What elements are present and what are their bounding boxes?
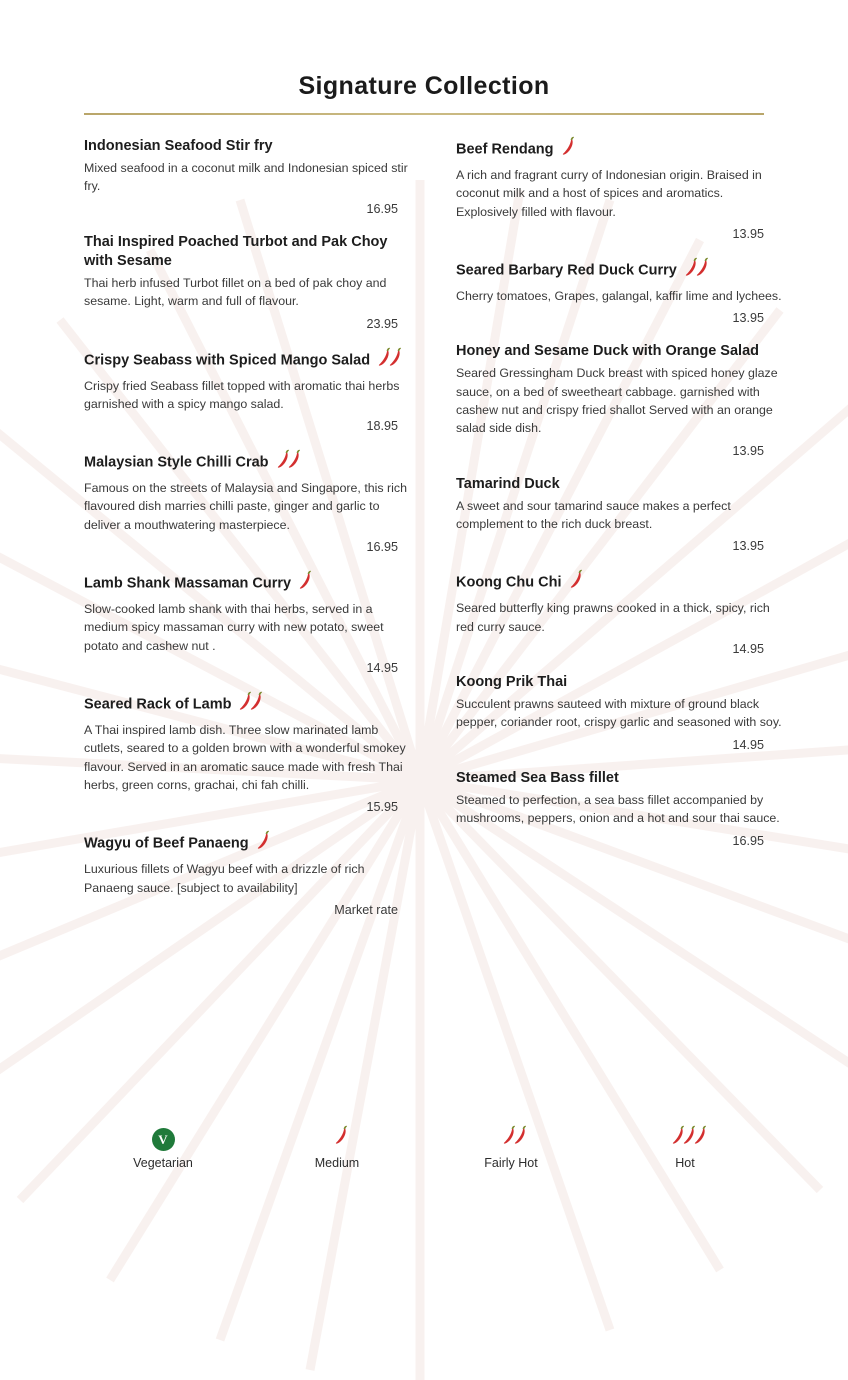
chilli-icon <box>281 1121 393 1151</box>
page-title: Signature Collection <box>298 72 550 100</box>
menu-item <box>456 475 786 554</box>
menu-item-name <box>84 348 414 374</box>
menu-item-description: Cherry tomatoes, Grapes, galangal, kaffir lime and lychees. <box>456 288 782 303</box>
menu-item-description: Seared Gressingham Duck breast with spiced honey glaze sauce, on a bed of sweetheart cabbage. garnished with cashew nut and crispy fried shallot Served with an orange salad side dish. <box>456 366 778 436</box>
menu-item-price: 13.95 <box>732 311 764 326</box>
menu-item-name-text: Wagyu of Beef Panaeng <box>84 835 249 852</box>
chilli-icon-group <box>671 1125 707 1150</box>
menu-item <box>456 342 786 458</box>
chilli-icon <box>334 1125 348 1145</box>
menu-item-name-text: Indonesian Seafood Stir fry <box>84 138 273 154</box>
menu-item-name-text: Thai Inspired Poached Turbot and Pak Choy with Sesame <box>84 233 388 269</box>
menu-item <box>456 570 786 656</box>
legend-label: Fairly Hot <box>484 1156 538 1170</box>
menu-item <box>456 258 786 325</box>
menu-item-description: Slow-cooked lamb shank with thai herbs, served in a medium spicy massaman curry with new potato, sweet potato and cashew nut . <box>84 602 384 653</box>
menu-item-price: 13.95 <box>732 443 764 458</box>
chilli-icon-group <box>684 257 709 283</box>
legend-label: Hot <box>675 1156 695 1170</box>
menu-item-name <box>84 233 414 271</box>
legend-item <box>107 1121 219 1170</box>
menu-item-name <box>456 673 786 692</box>
menu-item-name <box>456 570 786 596</box>
menu-item <box>456 137 786 241</box>
chilli-icon <box>569 569 583 589</box>
menu-item-name <box>84 831 414 857</box>
legend-item <box>629 1121 741 1170</box>
menu-item-name-text: Koong Prik Thai <box>456 674 568 691</box>
menu-item-description: A sweet and sour tamarind sauce makes a perfect complement to the rich duck breast. <box>456 498 731 532</box>
chilli-icon <box>695 257 709 277</box>
menu-item-description: A Thai inspired lamb dish. Three slow marinated lamb cutlets, seared to a golden brown with a wonderful smokey flavour. Served in an aromatic sauce made with fresh Thai herbs, green corns, grachai, chi fah chilli. <box>84 722 406 793</box>
menu-item-description: Succulent prawns sauteed with mixture of ground black pepper, coriander root, crispy garlic and seasoned with soy. <box>456 697 782 730</box>
menu-item-price: Market rate <box>334 902 398 917</box>
menu-item-name <box>456 769 786 788</box>
legend-item <box>281 1121 393 1170</box>
legend-item <box>455 1121 567 1170</box>
legend-label: Vegetarian <box>133 1156 193 1170</box>
chilli-icon-group <box>569 569 583 595</box>
menu-item-price: 23.95 <box>366 316 398 331</box>
menu-item-name-text: Crispy Seabass with Spiced Mango Salad <box>84 352 371 369</box>
menu-item <box>84 571 414 675</box>
menu-item-name-text: Koong Chu Chi <box>456 574 562 591</box>
menu-item <box>84 137 414 216</box>
menu-item-price: 14.95 <box>366 661 398 676</box>
chilli-icon <box>561 136 575 156</box>
menu-item-price: 14.95 <box>732 737 764 752</box>
menu-item-description: Famous on the streets of Malaysia and Singapore, this rich flavoured dish marries chilli paste, ginger and garlic to deliver a mouthwatering masterpiece. <box>84 481 408 532</box>
spice-legend <box>0 1121 848 1170</box>
menu-item-price: 18.95 <box>366 419 398 434</box>
chilli-icon <box>513 1125 527 1145</box>
chilli-icon <box>287 449 301 469</box>
menu-item-name <box>456 475 786 494</box>
menu-item <box>84 831 414 917</box>
menu-item-name <box>84 692 414 718</box>
chilli-icon-group <box>238 691 263 717</box>
menu-item-description: Mixed seafood in a coconut milk and Indonesian spiced stir fry. <box>84 161 408 194</box>
menu-item-name <box>456 258 786 284</box>
menu-item-name <box>84 137 414 156</box>
chilli-icon-group <box>377 347 402 373</box>
chilli-icon <box>693 1125 707 1145</box>
chilli-icon <box>298 570 312 590</box>
menu-item-name-text: Lamb Shank Massaman Curry <box>84 575 292 592</box>
menu-item-price: 15.95 <box>366 800 398 815</box>
legend-label: Medium <box>314 1156 360 1170</box>
menu-item-price: 16.95 <box>366 540 398 555</box>
menu-column-right <box>456 137 786 934</box>
menu-columns <box>84 137 782 934</box>
menu-item-description: Steamed to perfection, a sea bass fillet accompanied by mushrooms, peppers, onion and a hot and sour thai sauce. <box>456 792 780 826</box>
chilli-icon-group <box>298 570 312 596</box>
menu-item-name-text: Tamarind Duck <box>456 475 560 492</box>
menu-item-price: 13.95 <box>732 539 764 554</box>
chilli-icon <box>256 830 270 850</box>
menu-item-description: Crispy fried Seabass fillet topped with aromatic thai herbs garnished with a spicy mango salad. <box>84 378 400 411</box>
menu-item-name-text: Seared Rack of Lamb <box>84 696 232 713</box>
menu-column-left <box>84 137 414 934</box>
menu-item <box>456 673 786 752</box>
menu-item-name <box>456 342 786 361</box>
menu-item-name <box>84 450 414 476</box>
chilli-icon <box>455 1121 567 1151</box>
menu-item <box>84 233 414 331</box>
chilli-icon-group <box>276 449 301 475</box>
menu-item-description: Seared butterfly king prawns cooked in a thick, spicy, rich red curry sauce. <box>456 601 770 634</box>
menu-item-price: 16.95 <box>366 201 398 216</box>
menu-item-name-text: Seared Barbary Red Duck Curry <box>456 262 677 279</box>
menu-item-description: Luxurious fillets of Wagyu beef with a drizzle of rich Panaeng sauce. [subject to availability] <box>84 862 365 895</box>
menu-item-price: 13.95 <box>732 226 764 241</box>
chilli-icon-group <box>256 830 270 856</box>
menu-item-name-text: Steamed Sea Bass fillet <box>456 769 619 786</box>
menu-item <box>84 348 414 434</box>
vegetarian-badge-icon <box>107 1121 219 1151</box>
vegetarian-badge-icon: V <box>152 1128 175 1151</box>
chilli-icon-group <box>502 1125 527 1150</box>
menu-item-name <box>456 137 786 163</box>
menu-item <box>84 692 414 814</box>
menu-item <box>456 769 786 848</box>
menu-item-name-text: Honey and Sesame Duck with Orange Salad <box>456 343 759 360</box>
chilli-icon <box>249 691 263 711</box>
title-divider <box>84 113 764 115</box>
menu-item-price: 14.95 <box>732 642 764 657</box>
menu-item-description: A rich and fragrant curry of Indonesian origin. Braised in coconut milk and a host of spices and aromatics. Explosively filled with flavour. <box>456 167 762 219</box>
chilli-icon-group <box>561 136 575 162</box>
menu-item-name-text: Malaysian Style Chilli Crab <box>84 454 269 471</box>
chilli-icon <box>388 347 402 367</box>
menu-item-description: Thai herb infused Turbot fillet on a bed of pak choy and sesame. Light, warm and full of flavour. <box>84 276 387 309</box>
chilli-icon <box>629 1121 741 1151</box>
chilli-icon-group <box>334 1125 348 1150</box>
menu-item-price: 16.95 <box>732 833 764 848</box>
menu-item-name-text: Beef Rendang <box>456 141 554 158</box>
menu-item <box>84 450 414 554</box>
menu-item-name <box>84 571 414 597</box>
